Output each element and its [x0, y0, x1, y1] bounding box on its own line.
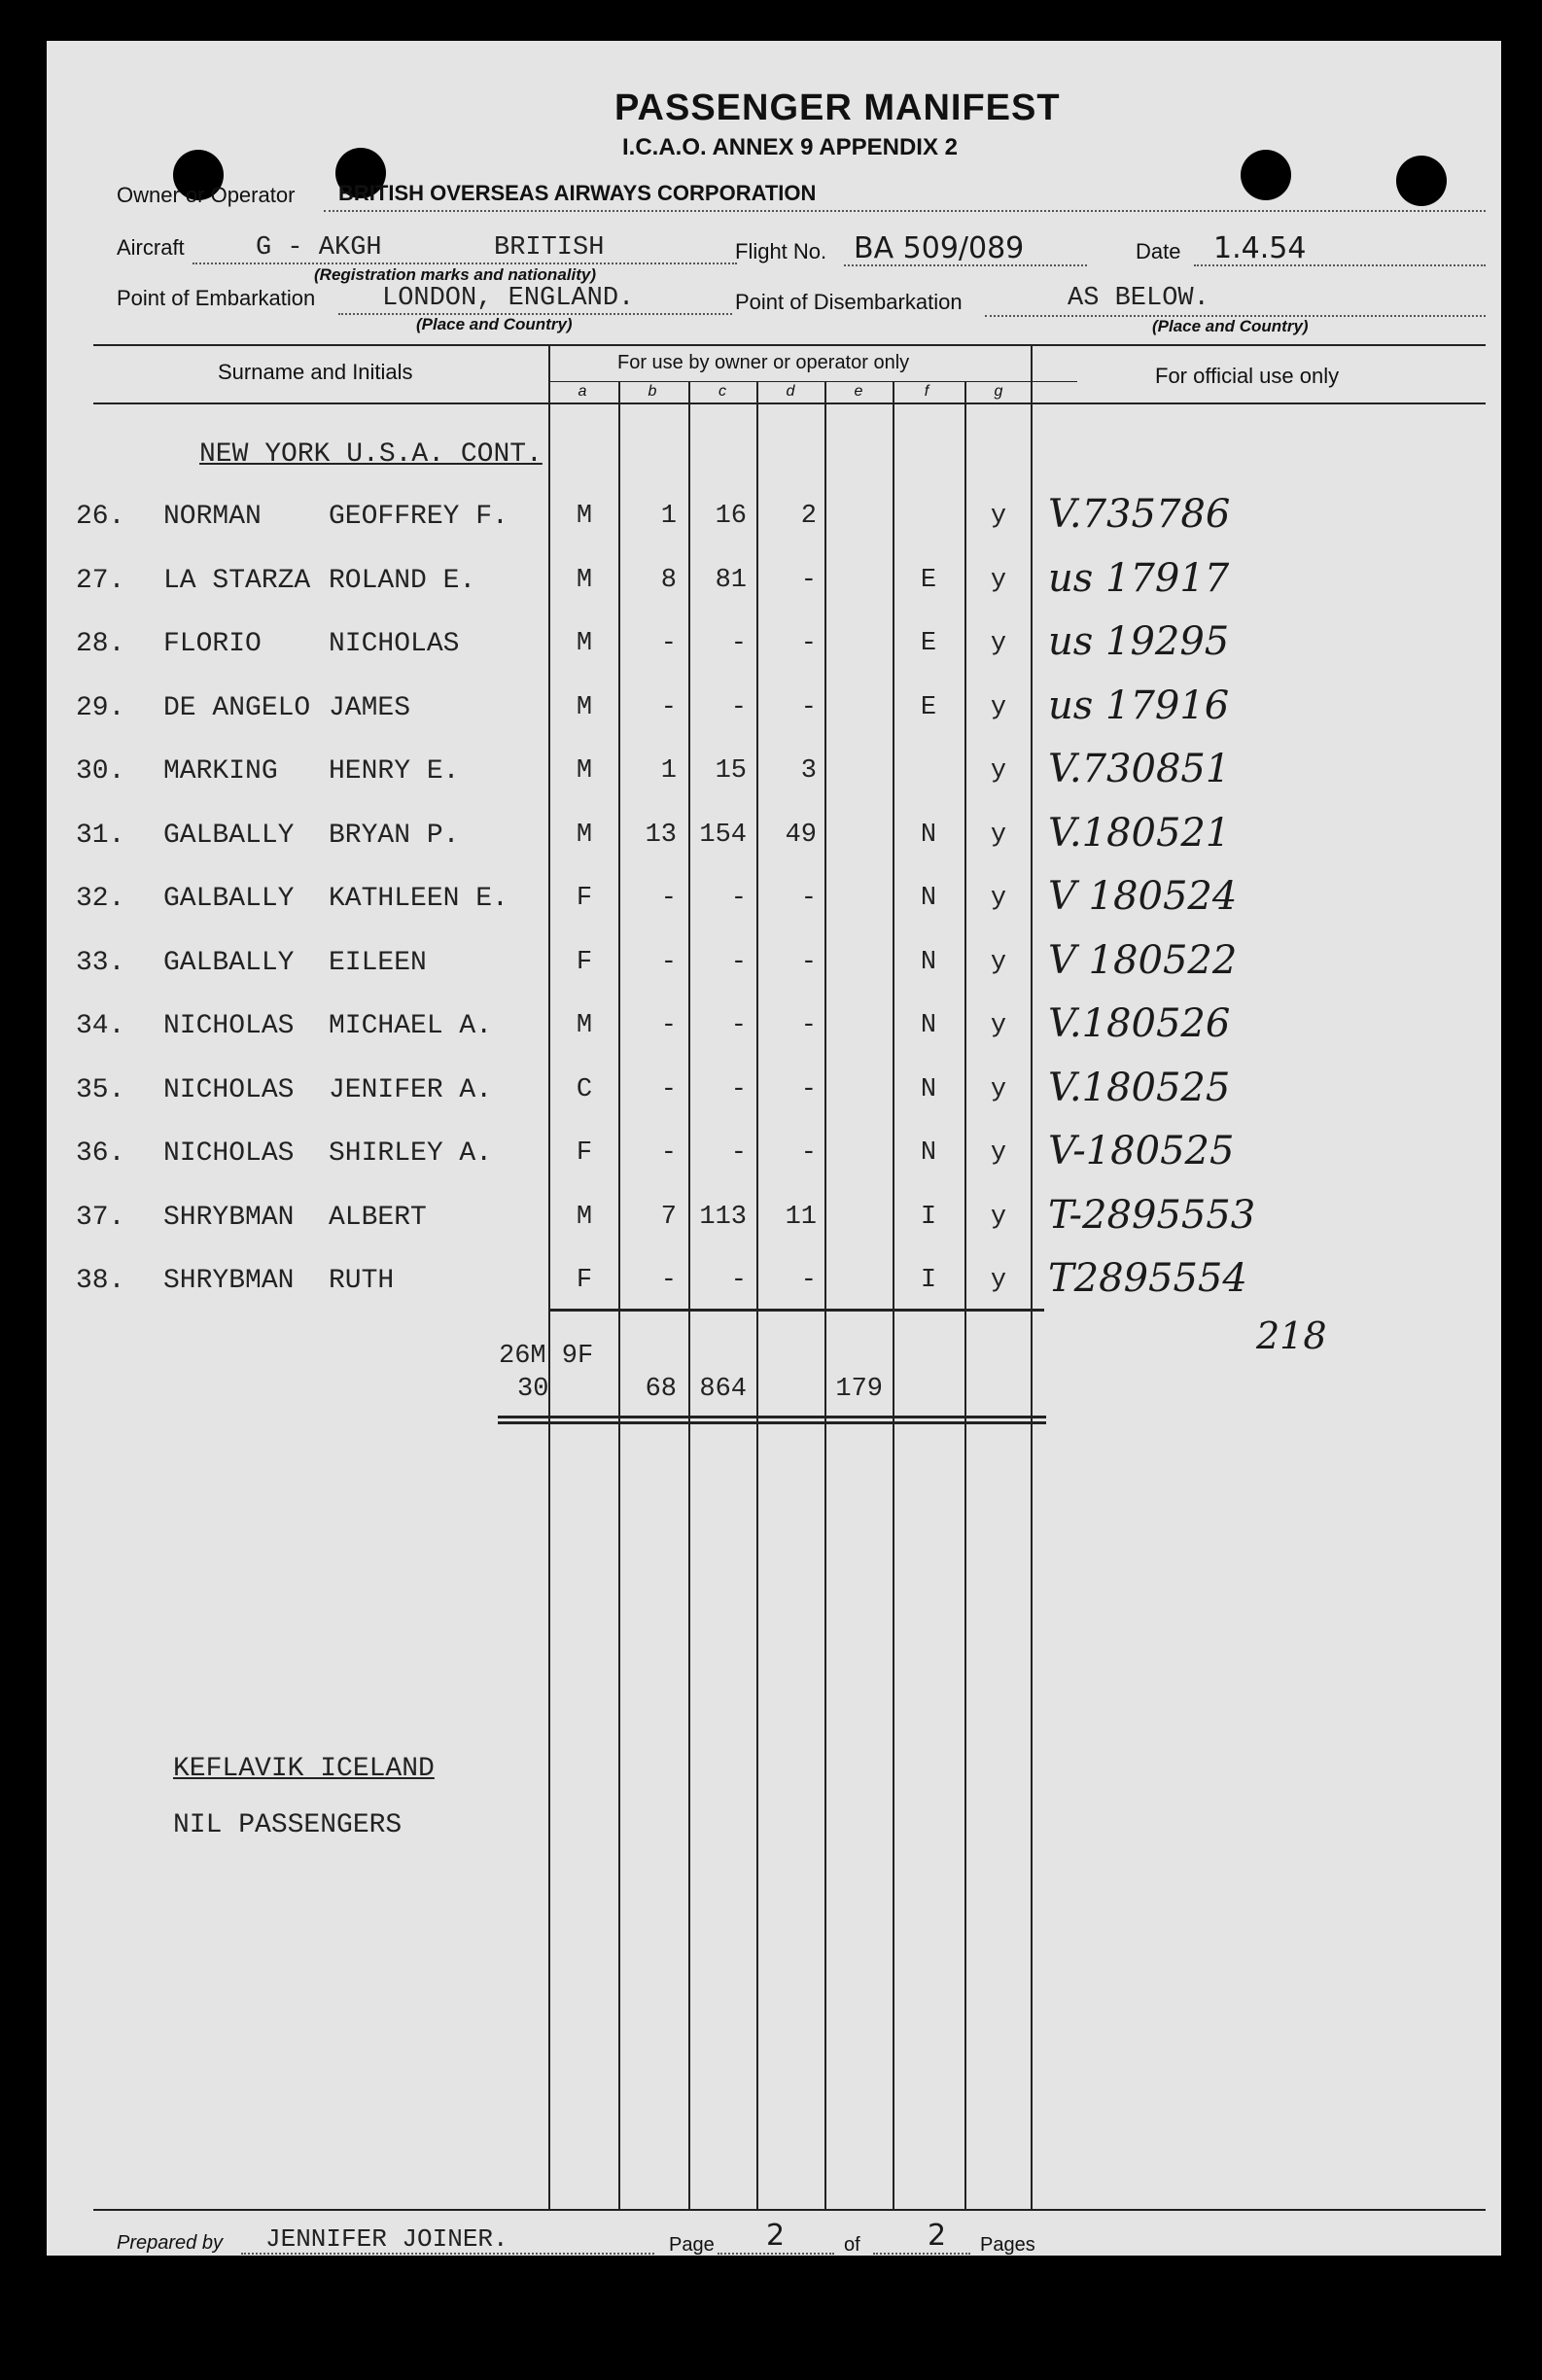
passenger-given-names: NICHOLAS [329, 629, 460, 659]
cell-d: - [800, 566, 817, 595]
passenger-surname: DE ANGELO [163, 693, 311, 723]
passenger-given-names: KATHLEEN E. [329, 884, 508, 914]
cell-d: - [800, 1266, 817, 1295]
cell-b: - [660, 629, 677, 658]
passenger-given-names: BRYAN P. [329, 821, 460, 851]
page-subtitle: I.C.A.O. ANNEX 9 APPENDIX 2 [622, 134, 958, 160]
cell-a: C [576, 1075, 593, 1104]
cell-b: - [660, 1266, 677, 1295]
embark-note: (Place and Country) [416, 315, 573, 333]
col-letter-a: a [578, 383, 587, 400]
total-d: 179 [835, 1375, 883, 1404]
col-letter-g: g [994, 383, 1003, 400]
cell-c: - [730, 1011, 747, 1040]
cell-a: M [576, 629, 593, 658]
cell-d: 11 [785, 1203, 817, 1232]
cell-g: y [990, 1011, 1007, 1040]
passenger-given-names: EILEEN [329, 948, 427, 978]
passenger-given-names: SHIRLEY A. [329, 1138, 493, 1169]
row-number: 29. [76, 693, 125, 723]
page-value: 2 [766, 2219, 786, 2253]
cell-d: - [800, 1138, 817, 1168]
row-number: 38. [76, 1266, 125, 1296]
embark-value: LONDON, ENGLAND. [382, 284, 635, 313]
disembark-label: Point of Disembarkation [735, 290, 963, 314]
flight-value: BA 509/089 [854, 231, 1025, 265]
passenger-surname: GALBALLY [163, 948, 295, 978]
cell-a: M [576, 821, 593, 850]
owner-label: Owner or Operator [117, 183, 296, 207]
cell-g: y [990, 1138, 1007, 1168]
col-surname-header: Surname and Initials [218, 360, 413, 384]
cell-g: y [990, 821, 1007, 850]
official-number: T-2895553 [1048, 1193, 1256, 1238]
cell-g: y [990, 693, 1007, 722]
row-number: 36. [76, 1138, 125, 1169]
cell-b: 8 [660, 566, 677, 595]
cell-c: - [730, 884, 747, 913]
section-heading-keflavik: KEFLAVIK ICELAND [173, 1754, 435, 1784]
cell-f: E [920, 693, 937, 722]
of-label: of [844, 2234, 860, 2256]
cell-c: 154 [699, 821, 747, 850]
cell-b: 1 [660, 756, 677, 786]
col-letter-d: d [786, 383, 795, 400]
total-count: 30 [517, 1375, 549, 1404]
aircraft-label: Aircraft [117, 235, 185, 260]
cell-c: 113 [699, 1203, 747, 1232]
cell-d: - [800, 693, 817, 722]
passenger-surname: GALBALLY [163, 884, 295, 914]
column-divider [1031, 344, 1033, 2209]
section-note-nil: NIL PASSENGERS [173, 1810, 403, 1840]
cell-d: 2 [800, 502, 817, 531]
prepared-dotted-line [241, 2253, 654, 2255]
cell-b: 13 [645, 821, 677, 850]
aircraft-dotted-line [193, 262, 737, 264]
cell-c: - [730, 1138, 747, 1168]
cell-d: - [800, 948, 817, 977]
cell-a: F [576, 948, 593, 977]
cell-f: E [920, 566, 937, 595]
row-number: 28. [76, 629, 125, 659]
cell-a: M [576, 693, 593, 722]
col-letter-b: b [648, 383, 657, 400]
owner-value: BRITISH OVERSEAS AIRWAYS CORPORATION [338, 181, 817, 205]
cell-a: F [576, 884, 593, 913]
passenger-surname: NICHOLAS [163, 1138, 295, 1169]
cell-d: - [800, 1011, 817, 1040]
embark-label: Point of Embarkation [117, 286, 316, 310]
row-number: 37. [76, 1203, 125, 1233]
column-divider [964, 381, 966, 2209]
passenger-surname: SHRYBMAN [163, 1266, 295, 1296]
official-number: us 17916 [1048, 683, 1230, 728]
cell-g: y [990, 566, 1007, 595]
pages-label: Pages [980, 2234, 1035, 2256]
official-number: V-180525 [1048, 1129, 1235, 1173]
cell-b: 1 [660, 502, 677, 531]
owner-header-rule [548, 381, 1077, 382]
flight-label: Flight No. [735, 239, 827, 263]
totals-double-rule [498, 1421, 1046, 1424]
passenger-surname: LA STARZA [163, 566, 311, 596]
column-divider [548, 344, 550, 2209]
cell-f: N [920, 1138, 937, 1168]
col-owner-header: For use by owner or operator only [617, 352, 910, 373]
row-number: 35. [76, 1075, 125, 1105]
date-dotted-line [1194, 264, 1486, 266]
cell-c: - [730, 1266, 747, 1295]
row-number: 31. [76, 821, 125, 851]
registration-note: (Registration marks and nationality) [314, 265, 596, 284]
totals-double-rule [498, 1416, 1046, 1418]
cell-a: M [576, 756, 593, 786]
cell-f: I [920, 1203, 937, 1232]
punch-hole [1396, 156, 1447, 206]
passenger-surname: MARKING [163, 756, 278, 787]
aircraft-nationality: BRITISH [494, 233, 605, 262]
cell-a: M [576, 566, 593, 595]
cell-f: I [920, 1266, 937, 1295]
page-label: Page [669, 2234, 715, 2256]
cell-c: 15 [715, 756, 747, 786]
passenger-given-names: JAMES [329, 693, 411, 723]
official-number: V 180522 [1048, 938, 1238, 983]
cell-c: 16 [715, 502, 747, 531]
passenger-given-names: ROLAND E. [329, 566, 476, 596]
section-heading-new-york: NEW YORK U.S.A. CONT. [199, 439, 543, 470]
cell-a: M [576, 1203, 593, 1232]
row-number: 30. [76, 756, 125, 787]
flight-dotted-line [844, 264, 1087, 266]
official-number: us 19295 [1048, 619, 1230, 664]
punch-hole [1241, 150, 1291, 200]
total-b: 68 [645, 1375, 677, 1404]
column-divider [893, 381, 894, 2209]
cell-b: - [660, 948, 677, 977]
page-title: PASSENGER MANIFEST [614, 88, 1061, 128]
cell-f: N [920, 821, 937, 850]
official-number: V 180524 [1048, 874, 1238, 919]
prepared-label: Prepared by [117, 2232, 223, 2254]
row-number: 32. [76, 884, 125, 914]
passenger-surname: FLORIO [163, 629, 262, 659]
passenger-surname: NICHOLAS [163, 1075, 295, 1105]
col-letter-f: f [924, 383, 929, 400]
official-number: V.730851 [1048, 747, 1231, 791]
passenger-given-names: MICHAEL A. [329, 1011, 493, 1041]
cell-f: N [920, 1011, 937, 1040]
passenger-surname: GALBALLY [163, 821, 295, 851]
of-value: 2 [928, 2219, 947, 2253]
col-letter-c: c [718, 383, 726, 400]
cell-f: N [920, 884, 937, 913]
cell-c: - [730, 693, 747, 722]
cell-g: y [990, 948, 1007, 977]
row-number: 27. [76, 566, 125, 596]
cell-d: - [800, 629, 817, 658]
total-mf: 26M 9F [499, 1342, 594, 1371]
footer-rule [93, 2209, 1486, 2211]
disembark-value: AS BELOW. [1068, 284, 1209, 313]
cell-b: - [660, 693, 677, 722]
passenger-given-names: GEOFFREY F. [329, 502, 508, 532]
cell-b: - [660, 884, 677, 913]
cell-c: - [730, 948, 747, 977]
official-number: V.180521 [1048, 811, 1231, 856]
cell-c: - [730, 1075, 747, 1104]
passenger-given-names: HENRY E. [329, 756, 460, 787]
cell-b: 7 [660, 1203, 677, 1232]
cell-d: - [800, 884, 817, 913]
header-bottom-rule [93, 402, 1486, 404]
row-number: 34. [76, 1011, 125, 1041]
official-number: T2895554 [1048, 1256, 1247, 1301]
row-number: 33. [76, 948, 125, 978]
cell-a: F [576, 1138, 593, 1168]
aircraft-value: G - AKGH [256, 233, 382, 262]
cell-g: y [990, 884, 1007, 913]
owner-dotted-line [324, 210, 1486, 212]
cell-g: y [990, 1266, 1007, 1295]
cell-g: y [990, 502, 1007, 531]
cell-f: N [920, 1075, 937, 1104]
prepared-value: JENNIFER JOINER. [265, 2224, 508, 2254]
passenger-surname: SHRYBMAN [163, 1203, 295, 1233]
manifest-sheet [47, 41, 1501, 2256]
total-c: 864 [699, 1375, 747, 1404]
official-number: V.735786 [1048, 492, 1231, 537]
cell-b: - [660, 1011, 677, 1040]
cell-a: F [576, 1266, 593, 1295]
of-dotted-line [873, 2253, 970, 2255]
col-letter-e: e [854, 383, 863, 400]
passenger-surname: NORMAN [163, 502, 262, 532]
cell-d: - [800, 1075, 817, 1104]
cell-g: y [990, 1075, 1007, 1104]
col-official-header: For official use only [1155, 364, 1340, 388]
cell-g: y [990, 1203, 1007, 1232]
passenger-given-names: ALBERT [329, 1203, 427, 1233]
date-value: 1.4.54 [1213, 231, 1307, 265]
cell-d: 49 [785, 821, 817, 850]
cell-d: 3 [800, 756, 817, 786]
cell-f: N [920, 948, 937, 977]
column-divider [824, 381, 826, 2209]
header-top-rule [93, 344, 1486, 346]
page-dotted-line [718, 2253, 834, 2255]
cell-c: - [730, 629, 747, 658]
cell-a: M [576, 502, 593, 531]
official-number: V.180525 [1048, 1066, 1231, 1110]
cell-a: M [576, 1011, 593, 1040]
official-total: 218 [1256, 1314, 1327, 1357]
passenger-surname: NICHOLAS [163, 1011, 295, 1041]
cell-b: - [660, 1075, 677, 1104]
disembark-note: (Place and Country) [1152, 317, 1309, 335]
date-label: Date [1136, 239, 1181, 263]
cell-c: 81 [715, 566, 747, 595]
cell-g: y [990, 756, 1007, 786]
row-number: 26. [76, 502, 125, 532]
passenger-given-names: RUTH [329, 1266, 395, 1296]
cell-b: - [660, 1138, 677, 1168]
totals-top-rule [550, 1309, 1044, 1312]
official-number: us 17917 [1048, 556, 1230, 601]
passenger-given-names: JENIFER A. [329, 1075, 493, 1105]
cell-g: y [990, 629, 1007, 658]
official-number: V.180526 [1048, 1001, 1231, 1046]
cell-f: E [920, 629, 937, 658]
